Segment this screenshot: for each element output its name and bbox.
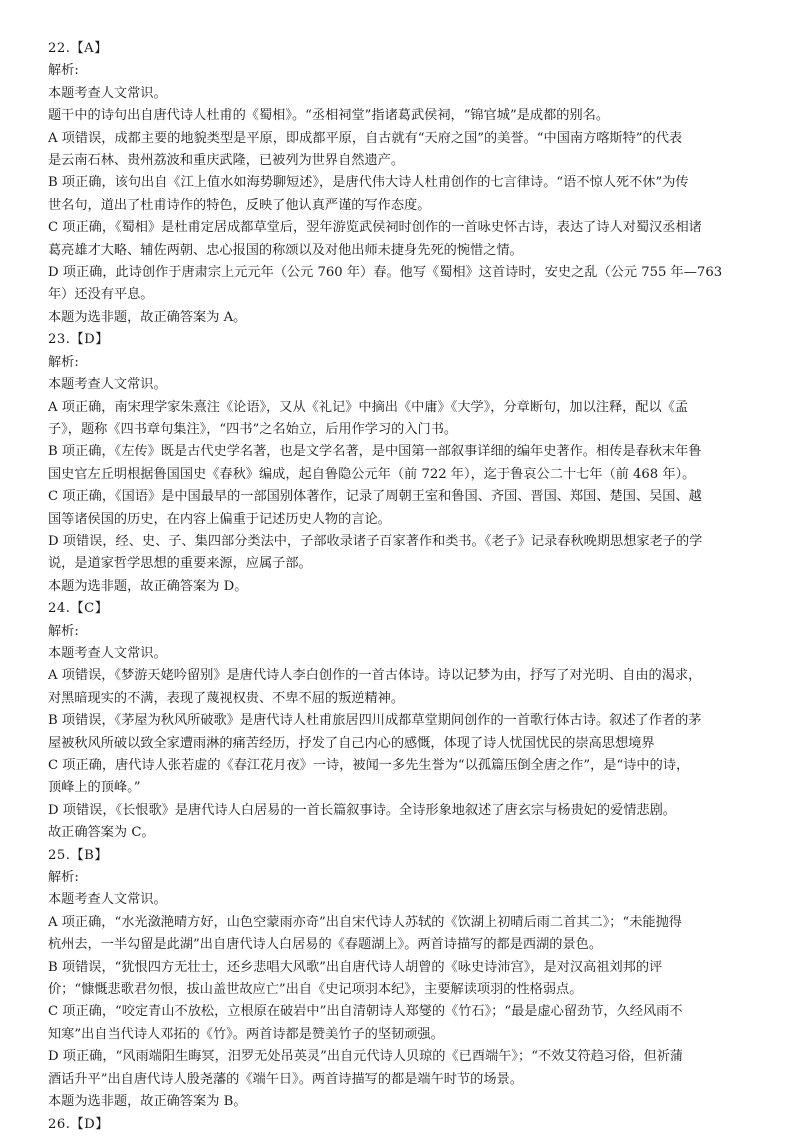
- option-c-line: C 项正确，“咬定青山不放松，立根原在破岩中”出自清朝诗人郑燮的《竹石》；“最是虚心留劲节，久经风雨不: [48, 1004, 683, 1020]
- text-line: 屋被秋风所破以致全家遭雨淋的痛苦经历，抒发了自己内心的感慨，体现了诗人忧国忧民的崇高思想境界: [48, 735, 655, 751]
- text-line: 国等诸侯国的历史，在内容上偏重于记述历史人物的言论。: [48, 511, 391, 527]
- option-d-line: D 项错误，经、史、子、集四部分类法中，子部收录诸子百家著作和类书。《老子》记录春秋晚期思想家老子的学: [48, 533, 703, 549]
- text-line: 是云南石林、贵州荔波和重庆武隆，已被列为世界自然遗产。: [48, 153, 405, 169]
- option-d-line: D 项正确，此诗创作于唐肃宗上元元年（公元 760 年）春。他写《蜀相》这首诗时，安史之乱（公元 755 年—763: [48, 265, 723, 281]
- topic-line: 本题考查人文常识。: [48, 85, 167, 101]
- topic-line: 本题考查人文常识。: [48, 892, 167, 908]
- option-a-line: A 项正确，南宋理学家朱熹注《论语》，又从《礼记》中摘出《中庸》《大学》，分章断句，加以注释，配以《孟: [48, 399, 689, 415]
- answer-line: 本题为选非题，故正确答案为 B。: [48, 1094, 247, 1110]
- text-line: 国史官左丘明根据鲁国国史《春秋》编成，起自鲁隐公元年（前 722 年），迄于鲁哀公二十七年（前 468 年）。: [48, 466, 696, 482]
- option-a-line: A 项错误，成都主要的地貌类型是平原，即成都平原，自古就有“天府之国”的美誉。“中国南方喀斯特”的代表: [48, 130, 683, 146]
- analysis-label: 解析:: [48, 870, 79, 886]
- topic-line: 本题考查人文常识。: [48, 645, 167, 661]
- option-d-line: D 项错误，《长恨歌》是唐代诗人白居易的一首长篇叙事诗。全诗形象地叙述了唐玄宗与杨贵妃的爱情悲剧。: [48, 802, 676, 818]
- text-line: 酒话升平”出自唐代诗人殷尧藩的《端午日》。两首诗描写的都是端午时节的场景。: [48, 1071, 523, 1087]
- option-d-line: D 项正确，“风雨端阳生晦冥，汨罗无处吊英灵”出自元代诗人贝琼的《已酉端午》；“不效艾符趋习俗，但祈蒲: [48, 1049, 684, 1065]
- question-26-header: 26.【D】: [48, 1116, 109, 1132]
- option-c-line: C 项正确，唐代诗人张若虚的《春江花月夜》一诗，被闻一多先生誉为“以孤篇压倒全唐之作”，是“诗中的诗，: [48, 758, 690, 773]
- question-25-header: 25.【B】: [48, 847, 109, 863]
- text-line: 子》，题称《四书章句集注》，“四书”之名始立，后用作学习的入门书。: [48, 421, 458, 437]
- text-line: 杭州去，一半勾留是此湖”出自唐代诗人白居易的《春题湖上》。两首诗描写的都是西湖的景色。: [48, 937, 603, 953]
- answer-line: 本题为选非题，故正确答案为 D。: [48, 578, 248, 594]
- answer-line: 故正确答案为 C。: [48, 825, 155, 841]
- answer-line: 本题为选非题，故正确答案为 A。: [48, 309, 247, 325]
- text-line: 世名句，道出了杜甫诗作的特色，反映了他认真严谨的写作态度。: [48, 197, 431, 213]
- option-b-line: B 项错误，“犹恨四方无壮士，还乡悲唱大风歌”出自唐代诗人胡曾的《咏史诗沛宫》，是对汉高祖刘邦的评: [48, 959, 663, 975]
- question-23-header: 23.【D】: [48, 332, 109, 348]
- text-line: 知寒”出自当代诗人邓拓的《竹》。两首诗都是赞美竹子的坚韧顽强。: [48, 1026, 444, 1042]
- option-c-line: C 项正确，《国语》是中国最早的一部国别体著作，记录了周朝王室和鲁国、齐国、晋国、郑国、楚国、吴国、越: [48, 489, 702, 505]
- analysis-label: 解析:: [48, 354, 79, 370]
- question-22-header: 22.【A】: [48, 41, 108, 56]
- analysis-label: 解析:: [48, 623, 79, 639]
- question-24-header: 24.【C】: [48, 601, 109, 617]
- document-page: [48, 38, 778, 1136]
- text-line: 葛亮雄才大略、辅佐两朝、忠心报国的称颂以及对他出师未捷身先死的惋惜之情。: [48, 242, 523, 258]
- topic-line: 本题考查人文常识。: [48, 377, 167, 393]
- option-a-line: A 项错误，《梦游天姥吟留别》是唐代诗人李白创作的一首古体诗。诗以记梦为由，抒写了对光明、自由的渴求，: [48, 668, 702, 684]
- text-line: 题干中的诗句出自唐代诗人杜甫的《蜀相》。“丞相祠堂”指诸葛武侯祠，“锦官城”是成都的别名。: [48, 108, 610, 124]
- text-line: 价；“慷慨悲歌君勿恨，拔山盖世故应亡”出自《史记项羽本纪》，主要解读项羽的性格弱点。: [48, 982, 583, 998]
- text-line: 说，是道家哲学思想的重要来源，应属子部。: [48, 556, 312, 572]
- option-b-line: B 项错误，《茅屋为秋风所破歌》是唐代诗人杜甫旅居四川成都草堂期间创作的一首歌行体古诗。叙述了作者的茅: [48, 713, 702, 729]
- option-b-line: B 项正确，该句出自《江上值水如海势聊短述》，是唐代伟大诗人杜甫创作的七言律诗。“语不惊人死不休”为传: [48, 175, 689, 191]
- text-line: 年）还没有平息。: [48, 287, 154, 303]
- text-line: 对黑暗现实的不满，表现了蔑视权贵、不卑不屈的叛逆精神。: [48, 690, 405, 706]
- option-a-line: A 项正确，“水光潋滟晴方好，山色空蒙雨亦奇”出自宋代诗人苏轼的《饮湖上初晴后雨二首其二》；“未能抛得: [48, 914, 682, 930]
- analysis-label: 解析:: [48, 63, 79, 79]
- option-b-line: B 项正确，《左传》既是古代史学名著，也是文学名著，是中国第一部叙事详细的编年史著作。相传是春秋末年鲁: [48, 444, 702, 460]
- text-line: 顶峰上的顶峰。”: [48, 780, 141, 796]
- option-c-line: C 项正确，《蜀相》是杜甫定居成都草堂后，翌年游览武侯祠时创作的一首咏史怀古诗，表达了诗人对蜀汉丞相诸: [48, 220, 702, 236]
